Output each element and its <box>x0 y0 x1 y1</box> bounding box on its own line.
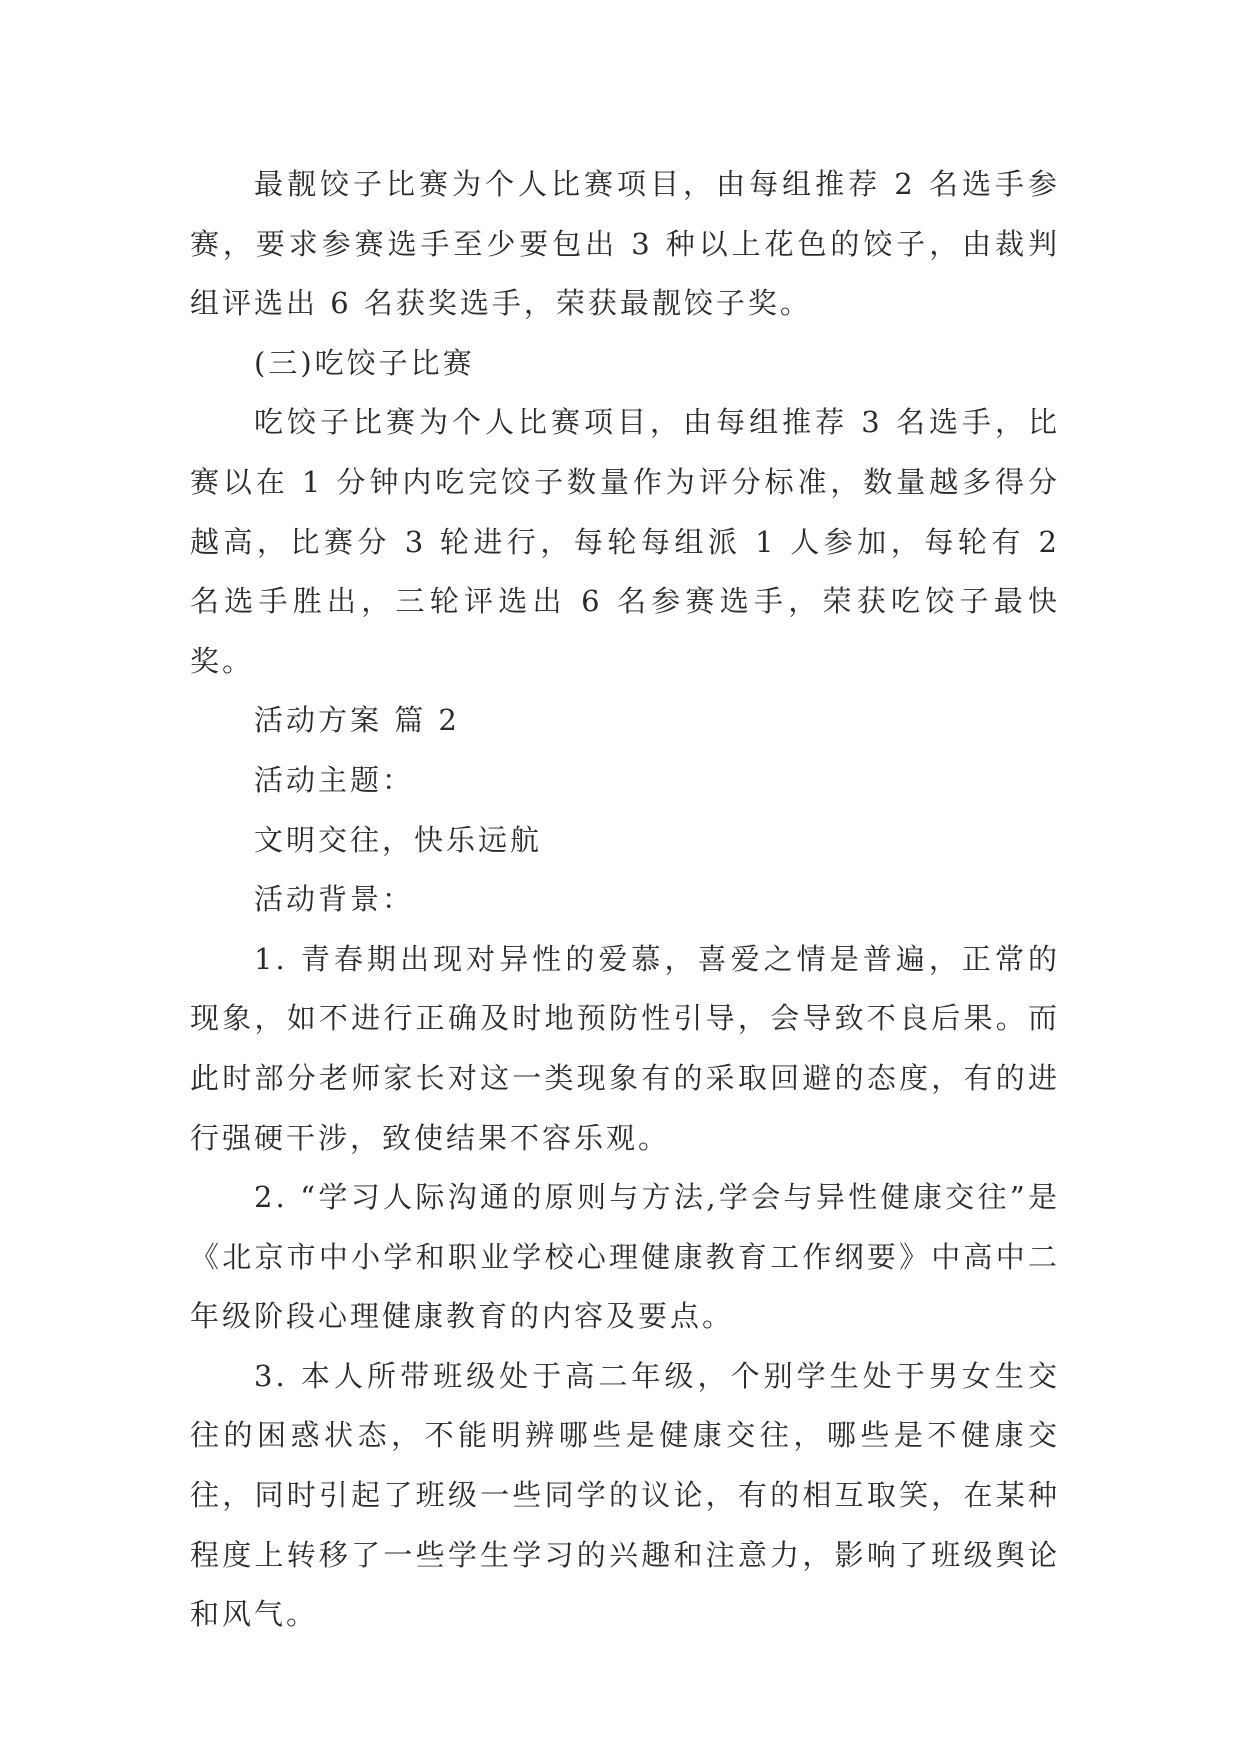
document-body <box>190 155 1060 1645</box>
theme-text: 文明交往，快乐远航 <box>254 822 543 857</box>
paragraph-eating-contest: 吃饺子比赛为个人比赛项目，由每组推荐 3 名选手，比赛以在 1 分钟内吃完饺子数量作为评分标准，数量越多得分越高，比赛分 3 轮进行，每轮每组派 1 人参加，每轮有 2 名选手胜出，三轮评选出 6 名参赛选手，荣获吃饺子最快奖。 <box>190 405 1060 678</box>
background-item-1: 1. 青春期出现对异性的爱慕，喜爱之情是普遍，正常的现象，如不进行正确及时地预防性引导，会导致不良后果。而此时部分老师家长对这一类现象有的采取回避的态度，有的进行强硬干涉，致使结果不容乐观。 <box>190 941 1060 1155</box>
plan-title: 活动方案 篇 2 <box>254 703 460 738</box>
background-item-3: 3. 本人所带班级处于高二年级，个别学生处于男女生交往的困惑状态，不能明辨哪些是健康交往，哪些是不健康交往，同时引起了班级一些同学的议论，有的相互取笑，在某种程度上转移了一些学生学习的兴趣和注意力，影响了班级舆论和风气。 <box>190 1358 1060 1632</box>
background-label: 活动背景： <box>254 882 415 917</box>
background-item-2: 2. “学习人际沟通的原则与方法,学会与异性健康交往”是《北京市中小学和职业学校心理健康教育工作纲要》中高中二年级阶段心理健康教育的内容及要点。 <box>190 1180 1060 1334</box>
section-heading-eating-contest: (三)吃饺子比赛 <box>254 345 475 380</box>
paragraph-best-dumpling-contest: 最靓饺子比赛为个人比赛项目，由每组推荐 2 名选手参赛，要求参赛选手至少要包出 3 种以上花色的饺子，由裁判组评选出 6 名获奖选手，荣获最靓饺子奖。 <box>190 167 1060 321</box>
theme-label: 活动主题： <box>254 762 415 797</box>
